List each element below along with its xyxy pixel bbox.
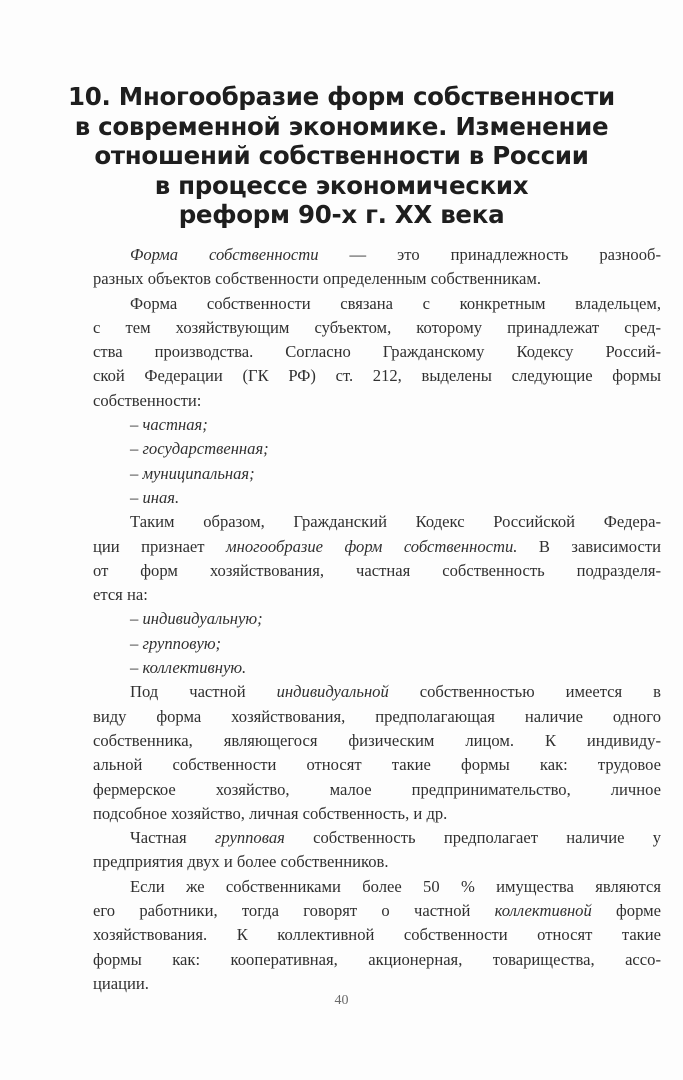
- paragraph-line: Таким образом, Гражданский Кодекс Российской Федера-: [130, 512, 661, 532]
- paragraph-line: предприятия двух и более собственников.: [93, 852, 389, 872]
- list-item: – государственная;: [130, 439, 269, 459]
- heading-line: отношений собственности в России: [94, 141, 589, 170]
- paragraph-line: [93, 826, 661, 850]
- paragraph-line: подсобное хозяйство, личная собственность, и др.: [93, 803, 448, 823]
- paragraph-line: [93, 535, 661, 559]
- paragraph-line: [93, 680, 661, 704]
- text-span: собственностью имеется в: [388, 682, 661, 702]
- list-item: – коллективную.: [130, 658, 247, 678]
- list-item: – муниципальная;: [130, 463, 255, 483]
- paragraph-line: Если же собственниками более 50 % имущества являются: [130, 876, 661, 896]
- text-span: собственность предполагает наличие у: [284, 828, 662, 848]
- term-italic: коллективной: [494, 901, 592, 921]
- paragraph-line: виду форма хозяйствования, предполагающая наличие одного: [93, 706, 661, 726]
- text-span: его работники, тогда говорят о частной: [93, 901, 495, 921]
- paragraph-line: ется на:: [93, 585, 148, 605]
- term-italic: многообразие форм собственности.: [226, 536, 518, 556]
- paragraph-line: собственности:: [93, 390, 202, 410]
- term-italic: индивидуальной: [276, 682, 389, 702]
- body-text: [93, 243, 661, 996]
- paragraph-line: [93, 243, 661, 267]
- paragraph-line: [93, 899, 661, 923]
- paragraph-line: собственника, являющегося физическим лицом. К индивиду-: [93, 730, 661, 750]
- paragraph-line: разных объектов собственности определенным собственникам.: [93, 269, 541, 289]
- text-span: Частная: [130, 828, 215, 848]
- list-item: – частная;: [130, 415, 208, 435]
- heading-line: в процессе экономических: [154, 170, 529, 200]
- list-item: – индивидуальную;: [130, 609, 263, 629]
- paragraph-line: с тем хозяйствующим субъектом, которому принадлежат сред-: [93, 317, 661, 337]
- paragraph-line: циации.: [93, 973, 149, 993]
- paragraph-line: альной собственности относят такие формы как: трудовое: [93, 755, 661, 775]
- text-span: ции признает: [93, 536, 226, 556]
- paragraph-line: Форма собственности связана с конкретным владельцем,: [130, 293, 661, 313]
- chapter-heading: [60, 82, 623, 230]
- heading-line: в современной экономике. Изменение: [74, 111, 609, 141]
- paragraph-line: хозяйствования. К коллективной собственности относят такие: [93, 925, 661, 945]
- list-item: – иная.: [130, 487, 180, 507]
- term-italic: групповая: [214, 828, 285, 848]
- page-number: 40: [334, 993, 349, 1008]
- term-italic: Форма собственности: [130, 245, 319, 264]
- list-item: – групповую;: [130, 633, 222, 653]
- text-span: форме: [591, 901, 662, 921]
- paragraph-line: формы как: кооперативная, акционерная, товарищества, ассо-: [93, 949, 661, 969]
- heading-line: 10. Многообразие форм собственности: [68, 82, 615, 111]
- paragraph-line: ства производства. Согласно Гражданскому Кодексу Россий-: [93, 342, 661, 362]
- text-span: В зависимости: [517, 536, 661, 556]
- text-span: — это принадлежность разнооб-: [318, 245, 661, 264]
- text-span: Под частной: [130, 682, 277, 702]
- paragraph-line: ской Федерации (ГК РФ) ст. 212, выделены следующие формы: [93, 366, 661, 386]
- paragraph-line: от форм хозяйствования, частная собственность подразделя-: [93, 560, 661, 580]
- paragraph-line: фермерское хозяйство, малое предпринимательство, личное: [93, 779, 661, 799]
- heading-line: реформ 90-х г. XX века: [178, 200, 505, 229]
